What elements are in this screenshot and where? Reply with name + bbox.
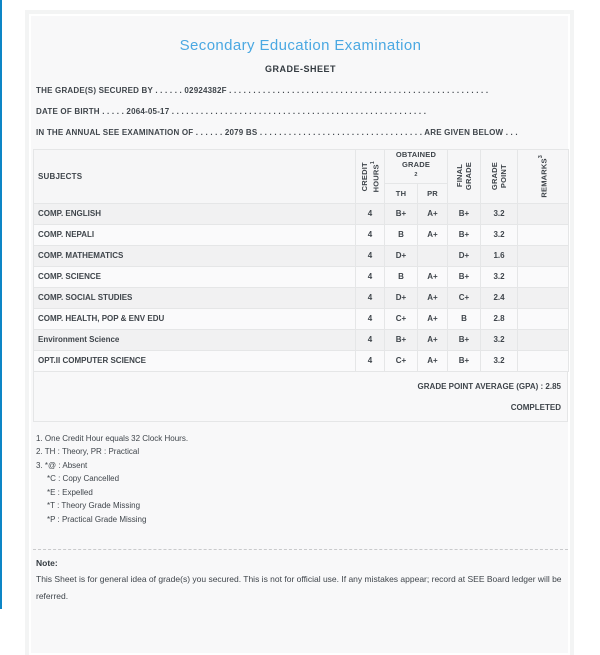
result-summary xyxy=(33,372,568,422)
note-divider xyxy=(33,549,568,550)
practical-subheader: PR xyxy=(418,183,448,203)
grade-point-cell: 3.2 xyxy=(481,266,518,287)
final-grade-cell: B+ xyxy=(448,224,481,245)
note-label: Note: xyxy=(36,558,58,568)
theory-grade-cell: B xyxy=(385,266,418,287)
subject-cell: COMP. MATHEMATICS xyxy=(34,245,356,266)
footnote-th-pr: 2. TH : Theory, PR : Practical xyxy=(36,447,140,456)
table-row xyxy=(34,245,569,266)
final-grade-cell: B+ xyxy=(448,329,481,350)
practical-grade-cell: A+ xyxy=(418,308,448,329)
remarks-cell xyxy=(518,224,569,245)
note-text: This Sheet is for general idea of grade(s) you secured. This is not for official use. If any mistakes appear; record at SEE Board ledger will be referred. xyxy=(36,574,562,601)
gpa-label: GRADE POINT AVERAGE (GPA) : xyxy=(417,381,544,391)
credit-cell: 4 xyxy=(356,245,385,266)
grade-point-cell: 2.4 xyxy=(481,287,518,308)
obtained-grade-header xyxy=(385,150,448,184)
credit-cell: 4 xyxy=(356,266,385,287)
table-row xyxy=(34,266,569,287)
grade-point-cell: 3.2 xyxy=(481,224,518,245)
final-grade-header xyxy=(448,150,481,204)
date-of-birth-line: DATE OF BIRTH . . . . . 2064-05-17 . . . . . . . . . . . . . . . . . . . . . . . . . . . . . . . . . . . . . . . . . . . . . . . . . . . . . xyxy=(36,107,427,116)
obtained-grade-label: OBTAINED GRADE $^2$ xyxy=(395,150,437,178)
footnote-theory-missing: *T : Theory Grade Missing xyxy=(47,501,141,510)
practical-grade-cell xyxy=(418,245,448,266)
footnote-expelled: *E : Expelled xyxy=(47,487,93,497)
footnote-credit-hour: 1. One Credit Hour equals 32 Clock Hours. xyxy=(36,433,189,443)
grade-point-header xyxy=(481,150,518,204)
subject-cell: COMP. SCIENCE xyxy=(34,266,356,287)
final-grade-cell: B+ xyxy=(448,203,481,224)
practical-grade-cell: A+ xyxy=(418,350,448,371)
practical-grade-cell: A+ xyxy=(418,266,448,287)
credit-cell: 4 xyxy=(356,203,385,224)
credit-hours-vertical-label: CREDIT HOURS$^1$ xyxy=(359,160,381,192)
grade-point-cell: 1.6 xyxy=(481,245,518,266)
table-row xyxy=(34,329,569,350)
table-row xyxy=(34,350,569,371)
footnotes xyxy=(33,432,568,527)
student-info xyxy=(33,86,568,149)
gpa-line xyxy=(40,382,561,391)
theory-grade-cell: B xyxy=(385,224,418,245)
remarks-cell xyxy=(518,287,569,308)
theory-grade-cell: B+ xyxy=(385,329,418,350)
footnote-copy-cancelled: *C : Copy Cancelled xyxy=(47,474,120,483)
theory-grade-cell: C+ xyxy=(385,350,418,371)
remarks-cell xyxy=(518,350,569,371)
gpa-value: 2.85 xyxy=(545,381,561,391)
practical-grade-cell: A+ xyxy=(418,224,448,245)
table-row xyxy=(34,287,569,308)
remarks-footnote-ref: 3 xyxy=(538,154,545,159)
credit-cell: 4 xyxy=(356,224,385,245)
grade-point-cell: 2.8 xyxy=(481,308,518,329)
subject-cell: OPT.II COMPUTER SCIENCE xyxy=(34,350,356,371)
subjects-header: SUBJECTS xyxy=(34,150,356,204)
theory-grade-cell: B+ xyxy=(385,203,418,224)
subject-cell: COMP. NEPALI xyxy=(34,224,356,245)
final-grade-vertical-label: FINAL GRADE xyxy=(455,162,473,191)
final-grade-cell: B+ xyxy=(448,350,481,371)
remarks-cell xyxy=(518,203,569,224)
final-grade-cell: B xyxy=(448,308,481,329)
credit-cell: 4 xyxy=(356,287,385,308)
credit-hours-footnote-ref: 1 xyxy=(369,160,376,164)
practical-grade-cell: A+ xyxy=(418,287,448,308)
footnote-practical-missing: *P : Practical Grade Missing xyxy=(47,514,147,524)
remarks-header xyxy=(518,150,569,204)
grades-table-body xyxy=(34,203,569,371)
sheet-subtitle: GRADE-SHEET xyxy=(264,64,336,74)
page-title: Secondary Education Examination xyxy=(179,37,422,54)
subject-cell: COMP. ENGLISH xyxy=(34,203,356,224)
obtained-grade-footnote-ref: 2 xyxy=(414,172,418,178)
left-accent-strip xyxy=(0,0,2,609)
practical-grade-cell: A+ xyxy=(418,203,448,224)
footnote-absent: 3. *@ : Absent xyxy=(36,460,88,470)
theory-grade-cell: C+ xyxy=(385,308,418,329)
grade-sheet-content xyxy=(31,37,568,605)
subject-cell: COMP. SOCIAL STUDIES xyxy=(34,287,356,308)
grade-point-cell: 3.2 xyxy=(481,350,518,371)
practical-grade-cell: A+ xyxy=(418,329,448,350)
credit-cell: 4 xyxy=(356,329,385,350)
examination-line: IN THE ANNUAL SEE EXAMINATION OF . . . . . . 2079 BS . . . . . . . . . . . . . . . . . . . . . . . . . . . . . . . . . . ARE GIVEN BELOW . . . xyxy=(36,128,518,137)
secured-by-line: THE GRADE(S) SECURED BY . . . . . . 02924382F . . . . . . . . . . . . . . . . . . . . . . . . . . . . . . . . . . . . . . . . . . . . . . . . . . . . . . xyxy=(36,86,489,95)
grade-point-cell: 3.2 xyxy=(481,203,518,224)
grades-table xyxy=(33,149,569,372)
table-row xyxy=(34,308,569,329)
grade-point-vertical-label: GRADE POINT xyxy=(490,162,508,191)
theory-grade-cell: D+ xyxy=(385,287,418,308)
theory-grade-cell: D+ xyxy=(385,245,418,266)
remarks-cell xyxy=(518,308,569,329)
remarks-cell xyxy=(518,266,569,287)
subject-cell: COMP. HEALTH, POP & ENV EDU xyxy=(34,308,356,329)
credit-hours-header xyxy=(356,150,385,204)
final-grade-cell: B+ xyxy=(448,266,481,287)
grades-table-header xyxy=(34,150,569,204)
credit-cell: 4 xyxy=(356,308,385,329)
credit-cell: 4 xyxy=(356,350,385,371)
final-grade-cell: D+ xyxy=(448,245,481,266)
table-row xyxy=(34,224,569,245)
grade-point-cell: 3.2 xyxy=(481,329,518,350)
remarks-cell xyxy=(518,329,569,350)
grade-sheet-card xyxy=(29,14,570,655)
final-grade-cell: C+ xyxy=(448,287,481,308)
result-status: COMPLETED xyxy=(510,402,561,412)
remarks-vertical-label: REMARKS$^3$ xyxy=(538,154,549,198)
table-row xyxy=(34,203,569,224)
subject-cell: Environment Science xyxy=(34,329,356,350)
sheet-panel xyxy=(25,10,574,655)
theory-subheader: TH xyxy=(385,183,418,203)
remarks-cell xyxy=(518,245,569,266)
